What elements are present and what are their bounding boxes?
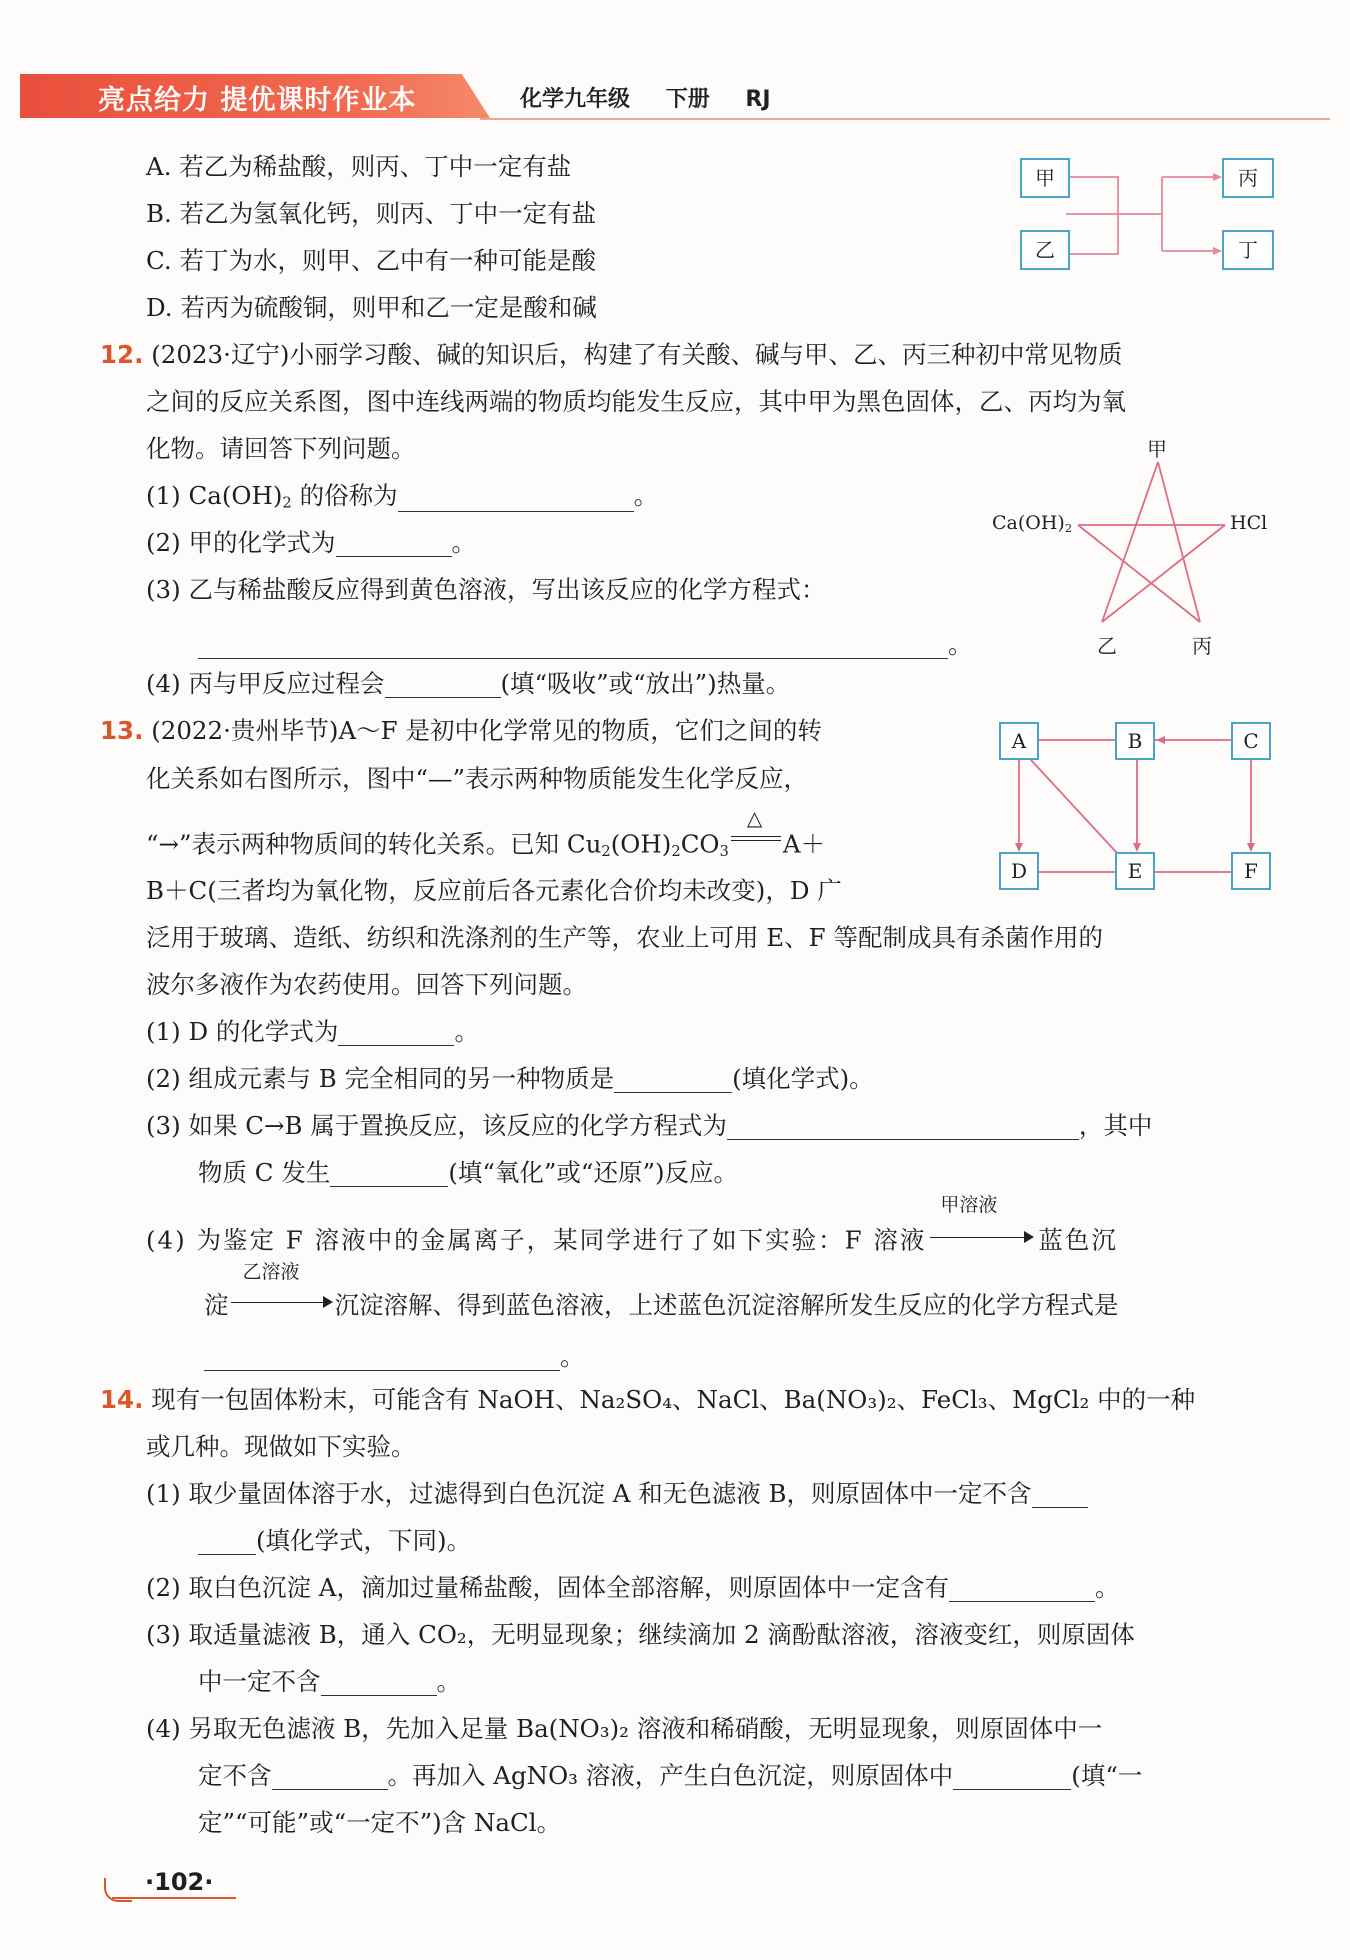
q13-p3-l2-post: (填“氧化”或“还原”)反应。 — [448, 1158, 739, 1187]
q13-p4-l2-pre: 淀 — [204, 1290, 229, 1320]
q14-p4-l2-post: (填“一 — [1071, 1761, 1143, 1790]
q13-p3-l2-pre: 物质 C 发生 — [198, 1158, 331, 1187]
answer-blank[interactable] — [204, 1345, 560, 1372]
header-subject: 化学九年级 — [520, 87, 631, 112]
q13-part1 — [146, 1017, 479, 1046]
q13-p2-pre: (2) 组成元素与 B 完全相同的另一种物质是 — [146, 1064, 615, 1093]
q13-stem-line2: 化关系如右图所示，图中“—”表示两种物质能发生化学反应， — [146, 764, 809, 793]
header-subject-info — [520, 82, 771, 113]
delta-symbol: △ — [746, 806, 763, 830]
q12-p1-end: 。 — [633, 481, 659, 510]
equals-bars — [731, 836, 781, 841]
arrow-shaft — [930, 1237, 1028, 1238]
answer-blank[interactable] — [614, 1067, 732, 1094]
answer-blank[interactable] — [198, 1529, 256, 1556]
star-caoh2-sub: 2 — [1064, 520, 1073, 535]
q13-l3-c: CO — [680, 829, 720, 859]
star-node-bing: 丙 — [1192, 634, 1212, 658]
q11-option-c: C. 若丁为水，则甲、乙中有一种可能是酸 — [146, 246, 596, 275]
page-number: ·102· — [145, 1868, 214, 1896]
star-caoh2-main: Ca(OH) — [992, 512, 1065, 534]
q12-part4 — [146, 669, 790, 698]
reagent-arrow-2 — [229, 1261, 335, 1314]
header-volume: 下册 — [665, 87, 710, 112]
q11-option-b: B. 若乙为氢氧化钙，则丙、丁中一定有盐 — [146, 199, 597, 228]
q14-part4-line2 — [198, 1761, 1142, 1790]
q13-l3-b: (OH) — [610, 829, 672, 859]
page-number-underline — [112, 1897, 236, 1899]
q13-part4 — [146, 1194, 1118, 1255]
q14-p2-pre: (2) 取白色沉淀 A，滴加过量稀盐酸，固体全部溶解，则原固体中一定含有 — [146, 1573, 949, 1602]
answer-blank[interactable] — [953, 1764, 1071, 1791]
answer-blank[interactable] — [1032, 1482, 1088, 1509]
q14-p4-l2-pre: 定不含 — [198, 1761, 272, 1790]
q13-p4-end: 。 — [560, 1342, 585, 1371]
star-node-hcl: HCl — [1230, 512, 1268, 534]
answer-blank[interactable] — [949, 1576, 1095, 1603]
q13-stem-line4: B＋C(三者均为氧化物，反应前后各元素化合价均未改变)，D 广 — [146, 876, 842, 905]
q13-p2-post: (填化学式)。 — [732, 1064, 874, 1093]
heat-equals-sign — [729, 806, 783, 853]
q14-p3-l2-pre: 中一定不含 — [198, 1667, 321, 1696]
q12-part3: (3) 乙与稀盐酸反应得到黄色溶液，写出该反应的化学方程式： — [146, 575, 826, 604]
q13-p4-pre: (4) 为鉴定 F 溶液中的金属离子，某同学进行了如下实验：F 溶液 — [146, 1225, 927, 1255]
q13-part3-line2 — [198, 1158, 738, 1187]
q14-stem-line1 — [100, 1385, 1195, 1414]
q12-star-lines — [990, 430, 1280, 660]
q14-p2-end: 。 — [1094, 1573, 1120, 1602]
q12-stem-line3: 化物。请回答下列问题。 — [146, 434, 416, 463]
header-title: 亮点给力 提优课时作业本 — [98, 85, 417, 116]
q13-p3-pre: (3) 如果 C→B 属于置换反应，该反应的化学方程式为 — [146, 1111, 727, 1140]
q14-part3-line2 — [198, 1667, 461, 1696]
box-f: F — [1231, 852, 1271, 890]
q14-p1-l2-post: (填化学式，下同)。 — [256, 1526, 472, 1555]
q14-part3: (3) 取适量滤液 B，通入 CO₂，无明显现象；继续滴加 2 滴酚酞溶液，溶液变红，则原固体 — [146, 1620, 1135, 1649]
q14-part4-line3: 定”“可能”或“一定不”)含 NaCl。 — [198, 1808, 562, 1837]
box-jia: 甲 — [1020, 158, 1070, 198]
q12-p2-pre: (2) 甲的化学式为 — [146, 528, 336, 557]
arrow-shaft — [231, 1302, 325, 1303]
answer-blank[interactable] — [385, 672, 501, 699]
q14-number: 14. — [100, 1385, 144, 1414]
q13-line1-text: (2022·贵州毕节)A～F 是初中化学常见的物质，它们之间的转 — [151, 716, 822, 745]
answer-blank[interactable] — [727, 1114, 1079, 1141]
q12-p4-post: (填“吸收”或“放出”)热量。 — [500, 669, 791, 698]
answer-blank[interactable] — [321, 1670, 437, 1697]
q14-part1-line2 — [198, 1526, 471, 1555]
box-yi: 乙 — [1020, 230, 1070, 270]
box-b: B — [1115, 722, 1155, 760]
answer-blank[interactable] — [338, 1020, 454, 1047]
q14-part4: (4) 另取无色滤液 B，先加入足量 Ba(NO₃)₂ 溶液和稀硝酸，无明显现象，则原固体中一 — [146, 1714, 1103, 1743]
q12-part3-answer — [198, 630, 973, 659]
q12-p1-post: 的俗称为 — [291, 481, 398, 510]
q13-part4-line2 — [204, 1261, 1119, 1320]
q13-stem-line5: 泛用于玻璃、造纸、纺织和洗涤剂的生产等，农业上可用 E、F 等配制成具有杀菌作用的 — [146, 923, 1103, 952]
answer-blank[interactable] — [336, 531, 452, 558]
q13-l3-a: “→”表示两种物质间的转化关系。已知 Cu — [146, 829, 602, 859]
answer-blank[interactable] — [272, 1764, 388, 1791]
box-d: D — [999, 852, 1039, 890]
q12-stem-line1 — [100, 340, 1122, 369]
q13-stem-line6: 波尔多液作为农药使用。回答下列问题。 — [146, 970, 587, 999]
q12-number: 12. — [100, 340, 144, 369]
q13-diagram — [995, 718, 1275, 898]
q12-stem-line2: 之间的反应关系图，图中连线两端的物质均能发生反应，其中甲为黑色固体，乙、丙均为氧 — [146, 387, 1126, 416]
q12-part1 — [146, 481, 658, 512]
q13-l3-s3: 3 — [719, 843, 729, 861]
reagent-arrow-2-label: 乙溶液 — [242, 1261, 300, 1283]
answer-blank[interactable] — [330, 1161, 448, 1188]
q13-p1-end: 。 — [454, 1017, 479, 1046]
q13-number: 13. — [100, 716, 144, 745]
arrow-head — [1024, 1231, 1034, 1243]
q12-p1-sub: 2 — [282, 494, 292, 512]
reagent-arrow-1-label: 甲溶液 — [940, 1194, 998, 1216]
reagent-arrow-1 — [926, 1194, 1038, 1249]
answer-blank[interactable] — [198, 633, 948, 660]
box-a: A — [999, 722, 1039, 760]
star-node-jia: 甲 — [1147, 437, 1167, 461]
q11-option-a: A. 若乙为稀盐酸，则丙、丁中一定有盐 — [146, 152, 572, 181]
q14-p4-l2-mid: 。再加入 AgNO₃ 溶液，产生白色沉淀，则原固体中 — [387, 1761, 954, 1790]
arrow-head — [323, 1296, 333, 1308]
box-bing: 丙 — [1222, 158, 1274, 198]
answer-blank[interactable] — [398, 486, 634, 513]
q13-l3-d: A＋ — [782, 829, 826, 859]
q11-option-d: D. 若丙为硫酸铜，则甲和乙一定是酸和碱 — [146, 293, 597, 322]
box-ding: 丁 — [1222, 230, 1274, 270]
star-node-caoh2 — [992, 512, 1072, 535]
box-e: E — [1115, 852, 1155, 890]
q13-part4-answer — [204, 1342, 585, 1371]
q12-p1-pre: (1) Ca(OH) — [146, 481, 283, 510]
q14-part1 — [146, 1479, 1088, 1508]
q14-line1-text: 现有一包固体粉末，可能含有 NaOH、Na₂SO₄、NaCl、Ba(NO₃)₂、FeCl₃、MgCl₂ 中的一种 — [151, 1385, 1196, 1414]
q13-l3-s2: 2 — [671, 843, 681, 861]
header-rule — [480, 118, 1330, 120]
q13-p4-l2-post: 沉淀溶解、得到蓝色溶液，上述蓝色沉淀溶解所发生反应的化学方程式是 — [334, 1290, 1119, 1320]
q13-part3 — [146, 1111, 1152, 1140]
q13-p1-pre: (1) D 的化学式为 — [146, 1017, 339, 1046]
q13-stem-line1 — [100, 716, 822, 745]
q13-p3-post: ，其中 — [1078, 1111, 1153, 1140]
star-node-yi: 乙 — [1097, 634, 1117, 658]
q12-p2-end: 。 — [451, 528, 476, 557]
q11-diagram — [1010, 150, 1280, 280]
box-c: C — [1231, 722, 1271, 760]
q13-p4-post: 蓝色沉 — [1038, 1225, 1118, 1255]
q14-p3-end: 。 — [436, 1667, 461, 1696]
header-edition: RJ — [745, 87, 771, 112]
q12-line1-text: (2023·辽宁)小丽学习酸、碱的知识后，构建了有关酸、碱与甲、乙、丙三种初中常见物质 — [151, 340, 1123, 369]
q12-p4-pre: (4) 丙与甲反应过程会 — [146, 669, 385, 698]
q12-part2 — [146, 528, 476, 557]
q14-stem-line2: 或几种。现做如下实验。 — [146, 1432, 416, 1461]
q12-p3-end: 。 — [948, 630, 973, 659]
q13-stem-line3 — [146, 806, 826, 861]
q12-star-diagram — [990, 430, 1280, 660]
q13-l3-s1: 2 — [601, 843, 611, 861]
q14-part2 — [146, 1573, 1119, 1602]
q13-part2 — [146, 1064, 874, 1093]
q14-p1-pre: (1) 取少量固体溶于水，过滤得到白色沉淀 A 和无色滤液 B，则原固体中一定不含 — [146, 1479, 1032, 1508]
